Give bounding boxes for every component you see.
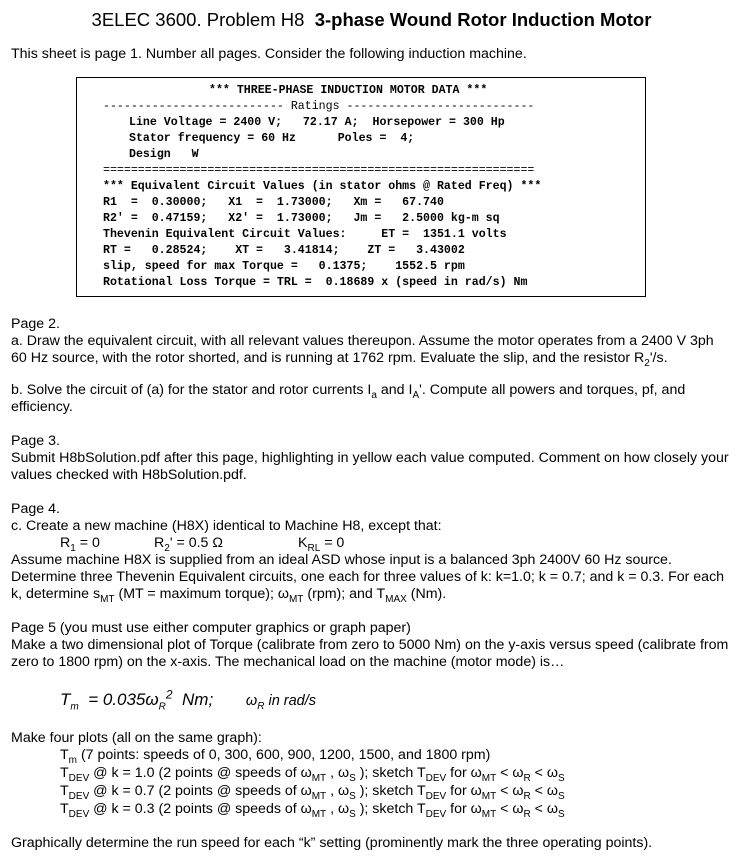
page-title — [0, 9, 743, 31]
title-course: 3ELEC 3600. Problem H8 — [91, 9, 305, 30]
closing-text: Graphically determine the run speed for each “k” setting (prominently mark the three operating points). — [11, 835, 653, 851]
title-subject: 3-phase Wound Rotor Induction Motor — [314, 9, 652, 30]
param-r1: $R_1 = 0$ — [60, 535, 100, 554]
data-line-rt: RT = 0.28524; XT = 3.41814; ZT = 3.43002 — [103, 244, 465, 257]
load-torque-formula: $T_m = 0.035\omega_R^2$ Nm; $\omega_R$ in rad/s — [60, 687, 317, 713]
page5-heading: Page 5 (you must use either computer graphics or graph paper) — [11, 620, 411, 636]
page2-part-a: a. Draw the equivalent circuit, with all relevant values thereupon. Assume the motor operates from a 2400 V 3ph 60 Hz source, with the rotor shorted, and is running at 1762 rpm. Evaluate the slip, and the resistor $R_2'/s$. — [11, 333, 714, 369]
plot-tdev-k1: $T_{DEV}$ @ k = 1.0 (2 points @ speeds of $\omega_{MT}$ , $\omega_S$ ); sketch $T_{DEV}$ for $\omega_{MT} < \omega_R < \omega_S$ — [60, 765, 565, 784]
param-krl: $K_{RL} = 0$ — [298, 535, 345, 554]
data-line-ratings: -------------------------- Ratings --------------------------- — [103, 100, 535, 113]
data-line-divider: ============================================================== — [103, 164, 535, 177]
page3-text: Submit H8bSolution.pdf after this page, highlighting in yellow each value computed. Comment on how closely your values checked with H8bSolution.pdf. — [11, 450, 729, 483]
data-line-thevenin: Thevenin Equivalent Circuit Values: ET = 1351.1 volts — [103, 228, 507, 241]
data-line-header: *** THREE-PHASE INDUCTION MOTOR DATA *** — [209, 84, 488, 97]
data-line-r2: R2' = 0.47159; X2' = 1.73000; Jm = 2.5000 kg-m sq — [103, 212, 500, 225]
plot-tdev-k07: $T_{DEV}$ @ k = 0.7 (2 points @ speeds of $\omega_{MT}$ , $\omega_S$ ); sketch $T_{DEV}$ for $\omega_{MT} < \omega_R < \omega_S$ — [60, 783, 565, 802]
plot-tm: $T_m$ (7 points: speeds of 0, 300, 600, 900, 1200, 1500, and 1800 rpm) — [60, 747, 491, 766]
page2-heading: Page 2. — [11, 316, 60, 332]
data-line-r1: R1 = 0.30000; X1 = 1.73000; Xm = 67.740 — [103, 196, 444, 209]
page4-heading: Page 4. — [11, 501, 60, 517]
plots-intro: Make four plots (all on the same graph): — [11, 730, 262, 746]
page2-part-b: b. Solve the circuit of (a) for the stator and rotor currents $I_a$ and $I_A'$. Compute all powers and torques, pf, and efficiency. — [11, 382, 686, 415]
data-line-eq-header: *** Equivalent Circuit Values (in stator ohms @ Rated Freq) *** — [103, 180, 542, 193]
intro-text: This sheet is page 1. Number all pages. Consider the following induction machine. — [11, 46, 527, 62]
param-r2: $R_2' = 0.5$ Ω — [154, 535, 223, 554]
page3-heading: Page 3. — [11, 433, 60, 449]
data-line-slip: slip, speed for max Torque = 0.1375; 1552.5 rpm — [103, 260, 465, 273]
data-line-frequency: Stator frequency = 60 Hz Poles = 4; — [129, 132, 415, 145]
motor-data-box — [76, 77, 646, 297]
plot-tdev-k03: $T_{DEV}$ @ k = 0.3 (2 points @ speeds of $\omega_{MT}$ , $\omega_S$ ); sketch $T_{DEV}$ for $\omega_{MT} < \omega_R < \omega_S$ — [60, 801, 565, 820]
page5-text: Make a two dimensional plot of Torque (calibrate from zero to 5000 Nm) on the y-axis versus speed (calibrate from zero to 1800 rpm) on the x-axis. The mechanical load on the machine (motor mode) is… — [11, 637, 729, 670]
data-line-design: Design W — [129, 148, 199, 161]
page4-part-c: c. Create a new machine (H8X) identical to Machine H8, except that: — [11, 518, 442, 534]
page4-body: Assume machine H8X is supplied from an ideal ASD whose input is a balanced 3ph 2400V 60 Hz source. Determine three Thevenin Equivalent circuits, one each for three values of k: k=1.0; k = 0.7; and k = 0.3. For each k, determine $s_{MT}$ (MT = maximum torque); $\omega_{MT}$ (rpm); and $T_{MAX}$ (Nm). — [11, 552, 725, 605]
data-line-trl: Rotational Loss Torque = TRL = 0.18689 x (speed in rad/s) Nm — [103, 276, 528, 289]
data-line-voltage: Line Voltage = 2400 V; 72.17 A; Horsepower = 300 Hp — [129, 116, 505, 129]
